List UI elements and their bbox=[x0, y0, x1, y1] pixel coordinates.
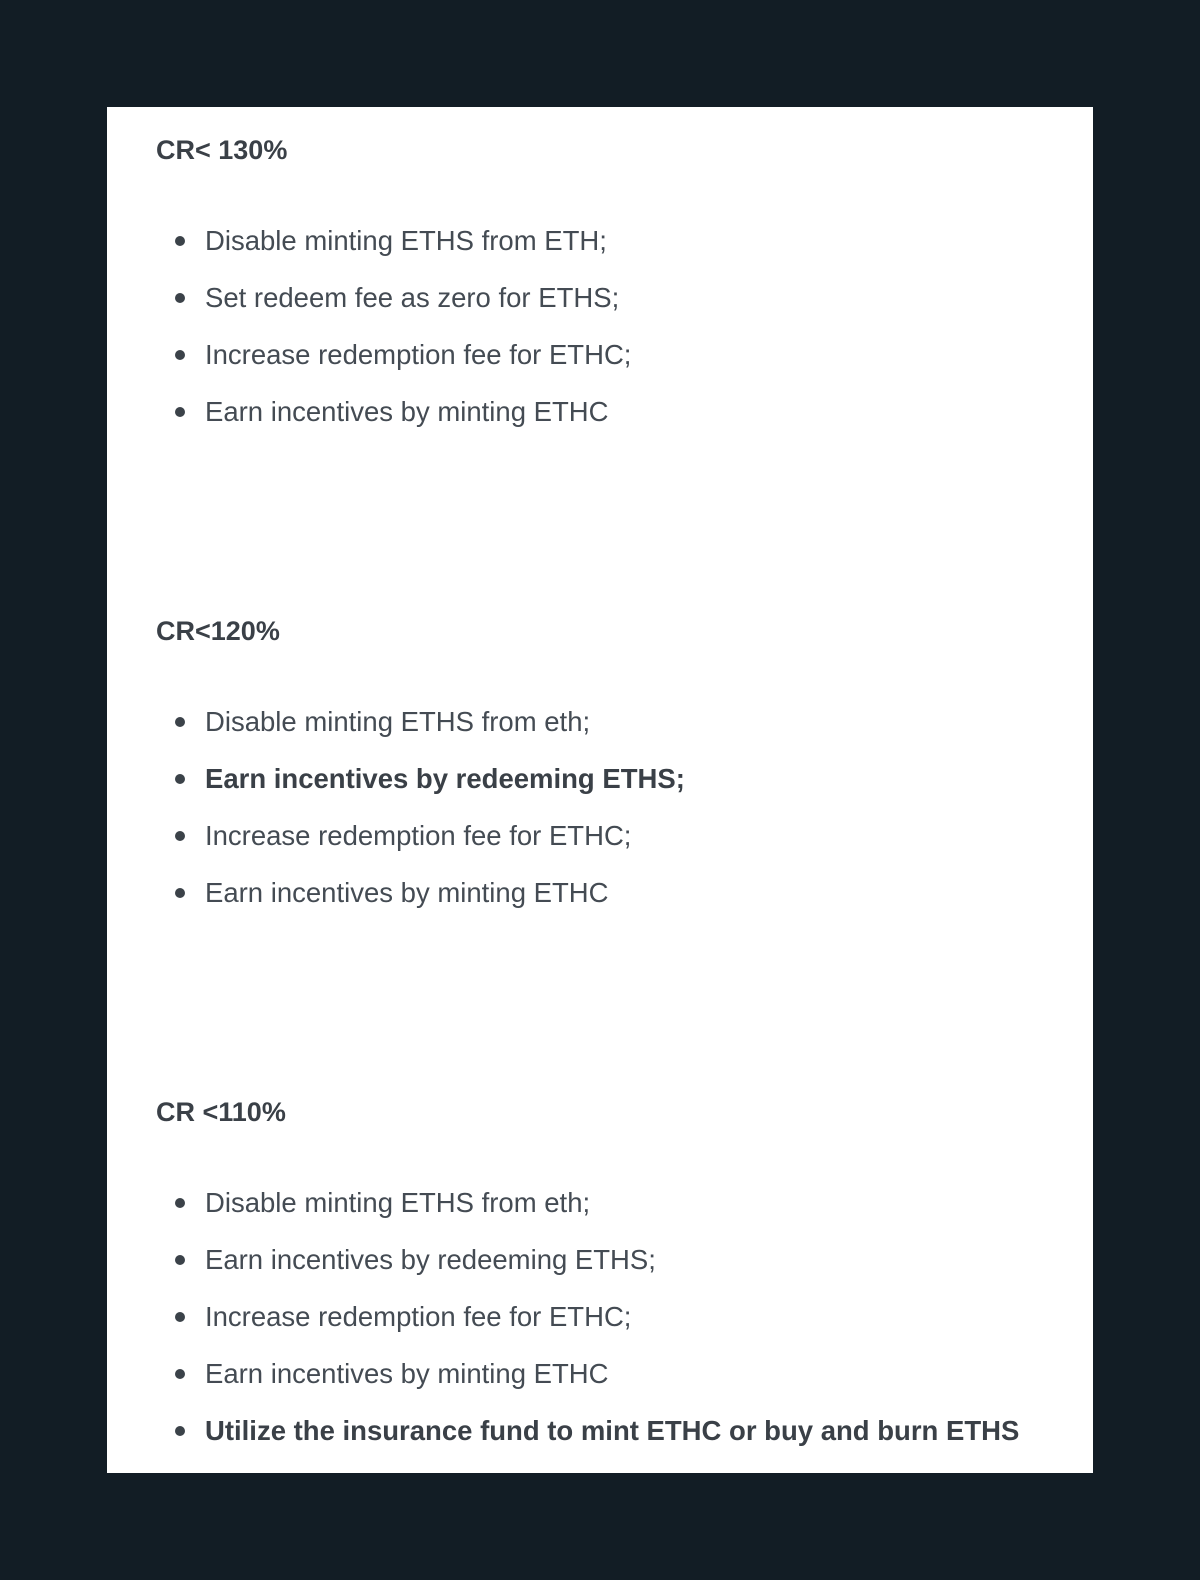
list-item-text: Utilize the insurance fund to mint ETHC or buy and burn ETHS bbox=[205, 1415, 1020, 1446]
bullet-icon bbox=[175, 774, 185, 784]
bullet-icon bbox=[175, 407, 185, 417]
list-item-text: Increase redemption fee for ETHC; bbox=[205, 339, 632, 370]
bullet-icon bbox=[175, 1369, 185, 1379]
bullet-list bbox=[156, 693, 1076, 921]
list-item bbox=[156, 269, 1076, 326]
list-item-text: Earn incentives by redeeming ETHS; bbox=[205, 763, 685, 794]
list-item-text: Disable minting ETHS from eth; bbox=[205, 1187, 591, 1218]
list-item-text: Increase redemption fee for ETHC; bbox=[205, 820, 632, 851]
list-item bbox=[156, 864, 1076, 921]
list-item-text: Disable minting ETHS from eth; bbox=[205, 706, 591, 737]
bullet-icon bbox=[175, 831, 185, 841]
bullet-icon bbox=[175, 888, 185, 898]
list-item-text: Disable minting ETHS from ETH; bbox=[205, 225, 607, 256]
list-item bbox=[156, 807, 1076, 864]
list-item bbox=[156, 1174, 1076, 1231]
bullet-icon bbox=[175, 1312, 185, 1322]
list-item-text: Earn incentives by redeeming ETHS; bbox=[205, 1244, 656, 1275]
bullet-icon bbox=[175, 350, 185, 360]
section-cr-130 bbox=[156, 131, 1076, 440]
section-cr-120 bbox=[156, 612, 1076, 921]
bullet-icon bbox=[175, 1426, 185, 1436]
section-heading: CR <110% bbox=[156, 1097, 286, 1127]
list-item bbox=[156, 326, 1076, 383]
bullet-icon bbox=[175, 293, 185, 303]
list-item-text: Set redeem fee as zero for ETHS; bbox=[205, 282, 620, 313]
list-item bbox=[156, 212, 1076, 269]
bullet-list bbox=[156, 1174, 1076, 1459]
bullet-icon bbox=[175, 236, 185, 246]
list-item bbox=[156, 693, 1076, 750]
list-item-text: Earn incentives by minting ETHC bbox=[205, 396, 609, 427]
list-item-text: Increase redemption fee for ETHC; bbox=[205, 1301, 632, 1332]
list-item-text: Earn incentives by minting ETHC bbox=[205, 1358, 609, 1389]
bullet-list bbox=[156, 212, 1076, 440]
bullet-icon bbox=[175, 1255, 185, 1265]
document-card bbox=[107, 107, 1093, 1473]
list-item bbox=[156, 1288, 1076, 1345]
list-item bbox=[156, 1231, 1076, 1288]
list-item-text: Earn incentives by minting ETHC bbox=[205, 877, 609, 908]
list-item-emphasized bbox=[156, 750, 1076, 807]
section-heading: CR<120% bbox=[156, 616, 280, 646]
list-item bbox=[156, 383, 1076, 440]
section-cr-110 bbox=[156, 1093, 1076, 1459]
list-item bbox=[156, 1345, 1076, 1402]
list-item-emphasized bbox=[156, 1402, 1076, 1459]
bullet-icon bbox=[175, 717, 185, 727]
section-heading: CR< 130% bbox=[156, 135, 288, 165]
bullet-icon bbox=[175, 1198, 185, 1208]
